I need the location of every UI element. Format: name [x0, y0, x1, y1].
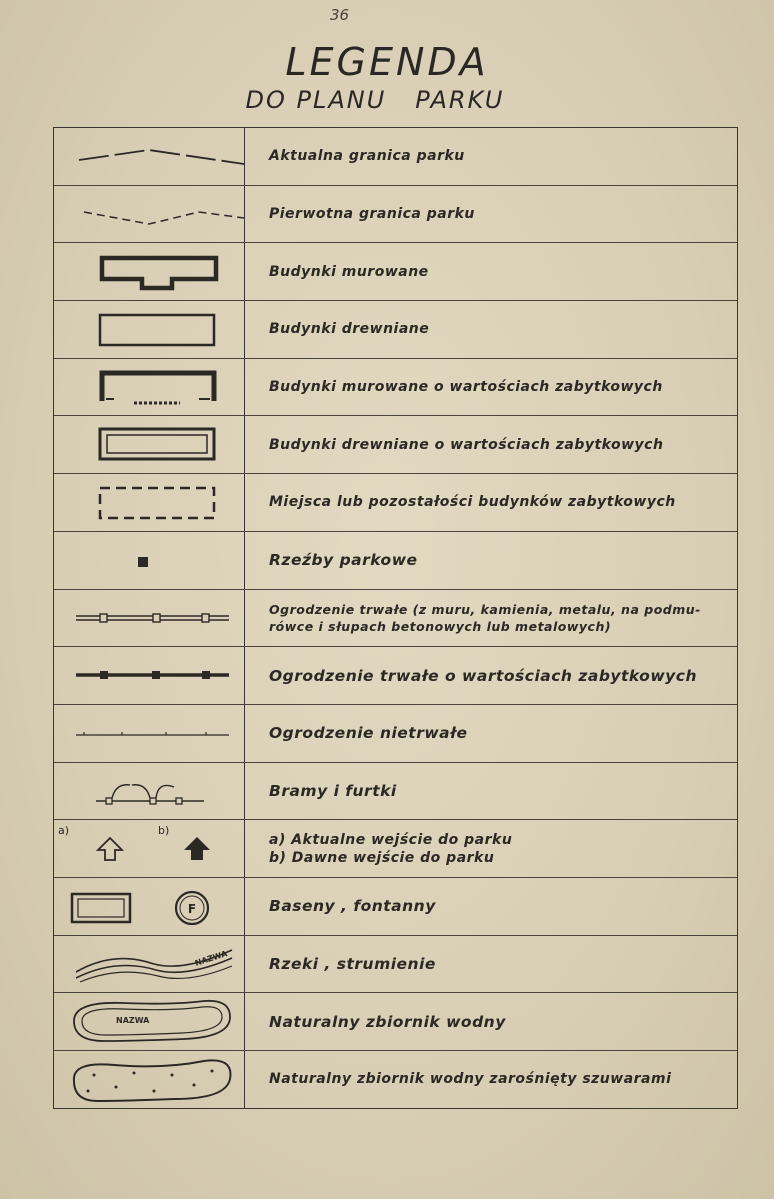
- legend-label: Ogrodzenie trwałe o wartościach zabytkowych: [269, 666, 697, 685]
- legend-label: Baseny , fontanny: [269, 897, 436, 916]
- legend-row-historic-masonry-building: [54, 359, 737, 417]
- legend-row-entrances: [54, 820, 737, 878]
- legend-row-current-boundary: [54, 128, 737, 186]
- legend-row-overgrown-water-body: [54, 1051, 737, 1108]
- legend-row-historic-wooden-building: [54, 416, 737, 474]
- wooden-building-symbol: [54, 301, 245, 358]
- legend-label: Budynki drewniane: [269, 321, 430, 338]
- legend-label: Naturalny zbiornik wodny zarośnięty szuwarami: [269, 1071, 672, 1088]
- legend-label: Budynki murowane o wartościach zabytkowych: [269, 379, 663, 396]
- legend-row-original-boundary: [54, 186, 737, 244]
- legend-label: [269, 820, 729, 877]
- legend-label: Naturalny zbiornik wodny: [269, 1012, 506, 1031]
- legend-subtitle: DO PLANU PARKU: [245, 86, 505, 114]
- current-boundary-symbol: [54, 128, 245, 185]
- legend-row-permanent-fence: [54, 590, 737, 648]
- gates-symbol: [54, 763, 245, 820]
- pools-fountains-symbol: [54, 878, 245, 935]
- historic-wooden-building-symbol: [54, 416, 245, 473]
- rivers-symbol: [54, 936, 245, 993]
- entrance-symbol: [54, 820, 245, 877]
- legend-row-park-sculpture: [54, 532, 737, 590]
- legend-row-temporary-fence: [54, 705, 737, 763]
- legend-row-building-remains: [54, 474, 737, 532]
- legend-row-masonry-building: [54, 243, 737, 301]
- water-name: NAZWA: [116, 1016, 150, 1026]
- legend-label: Ogrodzenie nietrwałe: [269, 724, 468, 743]
- legend-label: Rzeźby parkowe: [269, 551, 418, 570]
- legend-table: [53, 127, 738, 1109]
- park-sculpture-symbol: [54, 532, 245, 589]
- legend-label: Budynki drewniane o wartościach zabytkowych: [269, 436, 664, 453]
- page-number: 36: [330, 6, 350, 24]
- label-a: a): [58, 824, 70, 838]
- masonry-building-symbol: [54, 243, 245, 300]
- legend-title: LEGENDA: [285, 40, 489, 84]
- legend-label: Bramy i furtki: [269, 781, 397, 800]
- legend-label: [269, 590, 729, 647]
- legend-label: Miejsca lub pozostałości budynków zabytkowych: [269, 494, 676, 511]
- legend-row-gates: [54, 763, 737, 821]
- label-b: b): [158, 824, 170, 838]
- legend-row-pools-fountains: [54, 878, 737, 936]
- legend-label: Pierwotna granica parku: [269, 206, 475, 223]
- river-name: NAZWA: [193, 948, 229, 968]
- legend-label-line-1: Ogrodzenie trwałe (z muru, kamienia, metalu, na podmu-: [269, 601, 701, 617]
- legend-row-water-body: [54, 993, 737, 1051]
- fountain-mark: F: [187, 901, 197, 916]
- legend-row-wooden-building: [54, 301, 737, 359]
- legend-label-line-2: b) Dawne wejście do parku: [269, 849, 495, 866]
- historic-permanent-fence-symbol: [54, 647, 245, 704]
- legend-label: Rzeki , strumienie: [269, 954, 436, 973]
- original-boundary-symbol: [54, 186, 245, 243]
- legend-label-line-2: rówce i słupach betonowych lub metalowych): [269, 618, 612, 634]
- legend-row-historic-permanent-fence: [54, 647, 737, 705]
- temporary-fence-symbol: [54, 705, 245, 762]
- water-body-symbol: [54, 993, 245, 1050]
- historic-masonry-building-symbol: [54, 359, 245, 416]
- overgrown-water-body-symbol: [54, 1051, 245, 1108]
- permanent-fence-symbol: [54, 590, 245, 647]
- legend-label: Aktualna granica parku: [269, 148, 465, 165]
- building-remains-symbol: [54, 474, 245, 531]
- legend-label: Budynki murowane: [269, 263, 429, 280]
- legend-row-rivers: [54, 936, 737, 994]
- legend-label-line-1: a) Aktualne wejście do parku: [269, 831, 513, 848]
